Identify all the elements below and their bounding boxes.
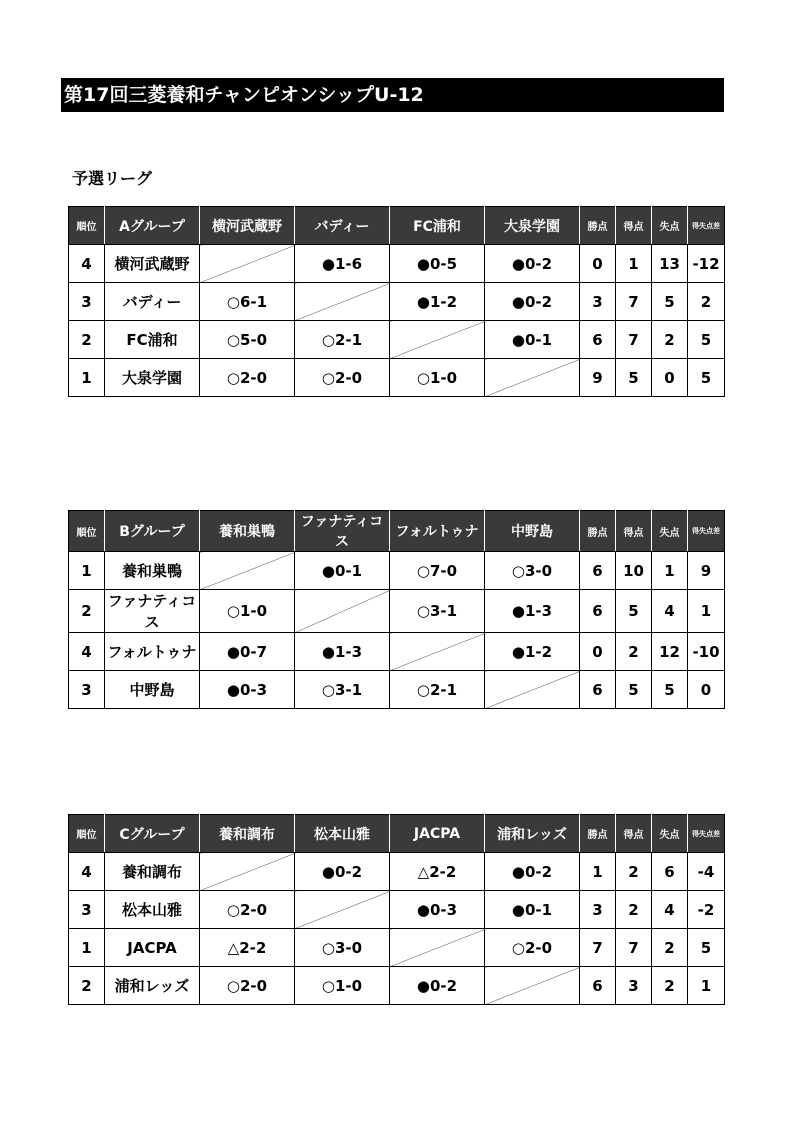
match-result-cell: ○3-1 bbox=[295, 671, 390, 709]
rank-cell: 2 bbox=[69, 590, 105, 633]
team-name-cell: 大泉学園 bbox=[105, 359, 200, 397]
team-column-header: 養和調布 bbox=[200, 815, 295, 853]
rank-cell: 4 bbox=[69, 853, 105, 891]
team-name-cell: FC浦和 bbox=[105, 321, 200, 359]
match-result-cell: ●0-3 bbox=[200, 671, 295, 709]
stat-header: 得点 bbox=[616, 511, 652, 552]
table-row bbox=[69, 359, 725, 397]
self-match-cell bbox=[295, 590, 390, 633]
page-title: 第17回三菱養和チャンピオンシップU-12 bbox=[61, 78, 724, 112]
points-cell: 6 bbox=[580, 552, 616, 590]
stat-header: 得失点差 bbox=[688, 207, 725, 245]
self-match-cell bbox=[485, 671, 580, 709]
stat-header: 失点 bbox=[652, 511, 688, 552]
match-result-cell: ●1-2 bbox=[485, 633, 580, 671]
team-name-cell: 松本山雅 bbox=[105, 891, 200, 929]
match-result-cell: ●0-1 bbox=[485, 891, 580, 929]
match-result-cell: ○7-0 bbox=[390, 552, 485, 590]
match-result-cell: ●0-2 bbox=[295, 853, 390, 891]
points-cell: 1 bbox=[580, 853, 616, 891]
goals-for-cell: 5 bbox=[616, 590, 652, 633]
team-name-cell: ファナティコス bbox=[105, 590, 200, 633]
goal-difference-cell: 5 bbox=[688, 929, 725, 967]
team-name-cell: JACPA bbox=[105, 929, 200, 967]
section-subtitle: 予選リーグ bbox=[72, 169, 153, 188]
goals-against-cell: 5 bbox=[652, 283, 688, 321]
goal-difference-cell: 5 bbox=[688, 359, 725, 397]
match-result-cell: ○6-1 bbox=[200, 283, 295, 321]
self-match-cell bbox=[295, 283, 390, 321]
goals-against-cell: 2 bbox=[652, 967, 688, 1005]
match-result-cell: ●0-5 bbox=[390, 245, 485, 283]
self-match-cell bbox=[485, 967, 580, 1005]
match-result-cell: ●0-2 bbox=[390, 967, 485, 1005]
table-row bbox=[69, 967, 725, 1005]
points-cell: 6 bbox=[580, 967, 616, 1005]
goals-for-cell: 2 bbox=[616, 853, 652, 891]
team-column-header: FC浦和 bbox=[390, 207, 485, 245]
goals-against-cell: 2 bbox=[652, 929, 688, 967]
goal-difference-cell: 0 bbox=[688, 671, 725, 709]
match-result-cell: ○2-1 bbox=[295, 321, 390, 359]
table-row bbox=[69, 321, 725, 359]
team-column-header: バディー bbox=[295, 207, 390, 245]
self-match-cell bbox=[200, 853, 295, 891]
match-result-cell: ○2-0 bbox=[200, 891, 295, 929]
team-name-cell: 浦和レッズ bbox=[105, 967, 200, 1005]
team-name-cell: 養和調布 bbox=[105, 853, 200, 891]
goals-against-cell: 5 bbox=[652, 671, 688, 709]
points-cell: 3 bbox=[580, 891, 616, 929]
match-result-cell: ○1-0 bbox=[295, 967, 390, 1005]
goals-for-cell: 5 bbox=[616, 359, 652, 397]
team-column-header: 浦和レッズ bbox=[485, 815, 580, 853]
stat-header: 勝点 bbox=[580, 207, 616, 245]
rank-cell: 2 bbox=[69, 321, 105, 359]
table-row bbox=[69, 891, 725, 929]
goals-against-cell: 6 bbox=[652, 853, 688, 891]
rank-cell: 3 bbox=[69, 671, 105, 709]
team-column-header: 養和巣鴨 bbox=[200, 511, 295, 552]
group-name-header: Aグループ bbox=[105, 207, 200, 245]
goals-against-cell: 13 bbox=[652, 245, 688, 283]
rank-cell: 3 bbox=[69, 891, 105, 929]
points-cell: 7 bbox=[580, 929, 616, 967]
rank-cell: 3 bbox=[69, 283, 105, 321]
match-result-cell: ○5-0 bbox=[200, 321, 295, 359]
stat-header: 勝点 bbox=[580, 511, 616, 552]
goal-difference-cell: -2 bbox=[688, 891, 725, 929]
match-result-cell: ●0-2 bbox=[485, 283, 580, 321]
rank-cell: 4 bbox=[69, 633, 105, 671]
rank-header: 順位 bbox=[69, 815, 105, 853]
goal-difference-cell: 5 bbox=[688, 321, 725, 359]
team-name-cell: 中野島 bbox=[105, 671, 200, 709]
group-table bbox=[68, 814, 725, 1005]
self-match-cell bbox=[200, 245, 295, 283]
points-cell: 0 bbox=[580, 633, 616, 671]
stat-header: 失点 bbox=[652, 815, 688, 853]
points-cell: 6 bbox=[580, 671, 616, 709]
stat-header: 勝点 bbox=[580, 815, 616, 853]
match-result-cell: ○2-0 bbox=[295, 359, 390, 397]
goals-for-cell: 7 bbox=[616, 321, 652, 359]
goals-against-cell: 2 bbox=[652, 321, 688, 359]
team-column-header: フォルトゥナ bbox=[390, 511, 485, 552]
table-row bbox=[69, 929, 725, 967]
goals-for-cell: 1 bbox=[616, 245, 652, 283]
rank-cell: 1 bbox=[69, 359, 105, 397]
goals-against-cell: 12 bbox=[652, 633, 688, 671]
table-row bbox=[69, 633, 725, 671]
stat-header: 得点 bbox=[616, 207, 652, 245]
match-result-cell: △2-2 bbox=[390, 853, 485, 891]
points-cell: 6 bbox=[580, 590, 616, 633]
goal-difference-cell: -10 bbox=[688, 633, 725, 671]
stat-header: 得失点差 bbox=[688, 511, 725, 552]
self-match-cell bbox=[390, 321, 485, 359]
goals-for-cell: 10 bbox=[616, 552, 652, 590]
goals-against-cell: 4 bbox=[652, 891, 688, 929]
self-match-cell bbox=[390, 633, 485, 671]
match-result-cell: ●0-2 bbox=[485, 853, 580, 891]
table-header-row bbox=[69, 815, 725, 853]
match-result-cell: ○2-0 bbox=[485, 929, 580, 967]
team-column-header: JACPA bbox=[390, 815, 485, 853]
match-result-cell: ●0-3 bbox=[390, 891, 485, 929]
goals-for-cell: 2 bbox=[616, 633, 652, 671]
self-match-cell bbox=[200, 552, 295, 590]
table-row bbox=[69, 671, 725, 709]
match-result-cell: ●0-2 bbox=[485, 245, 580, 283]
goals-against-cell: 1 bbox=[652, 552, 688, 590]
match-result-cell: ○1-0 bbox=[390, 359, 485, 397]
match-result-cell: ○2-0 bbox=[200, 359, 295, 397]
rank-cell: 1 bbox=[69, 552, 105, 590]
goal-difference-cell: 1 bbox=[688, 590, 725, 633]
match-result-cell: ○3-0 bbox=[295, 929, 390, 967]
group-table bbox=[68, 206, 725, 397]
rank-cell: 2 bbox=[69, 967, 105, 1005]
goals-for-cell: 5 bbox=[616, 671, 652, 709]
rank-header: 順位 bbox=[69, 511, 105, 552]
table-header-row bbox=[69, 207, 725, 245]
match-result-cell: ○3-1 bbox=[390, 590, 485, 633]
match-result-cell: ●1-3 bbox=[485, 590, 580, 633]
match-result-cell: ○2-0 bbox=[200, 967, 295, 1005]
group-name-header: Bグループ bbox=[105, 511, 200, 552]
goals-for-cell: 7 bbox=[616, 929, 652, 967]
match-result-cell: ●0-1 bbox=[485, 321, 580, 359]
match-result-cell: △2-2 bbox=[200, 929, 295, 967]
goal-difference-cell: 2 bbox=[688, 283, 725, 321]
goals-for-cell: 3 bbox=[616, 967, 652, 1005]
match-result-cell: ●1-6 bbox=[295, 245, 390, 283]
self-match-cell bbox=[485, 359, 580, 397]
self-match-cell bbox=[295, 891, 390, 929]
goal-difference-cell: 9 bbox=[688, 552, 725, 590]
team-name-cell: バディー bbox=[105, 283, 200, 321]
goal-difference-cell: 1 bbox=[688, 967, 725, 1005]
stat-header: 得失点差 bbox=[688, 815, 725, 853]
match-result-cell: ●0-7 bbox=[200, 633, 295, 671]
team-column-header: 大泉学園 bbox=[485, 207, 580, 245]
stat-header: 失点 bbox=[652, 207, 688, 245]
goals-against-cell: 4 bbox=[652, 590, 688, 633]
match-result-cell: ○2-1 bbox=[390, 671, 485, 709]
team-name-cell: フォルトゥナ bbox=[105, 633, 200, 671]
goals-for-cell: 2 bbox=[616, 891, 652, 929]
points-cell: 9 bbox=[580, 359, 616, 397]
goal-difference-cell: -12 bbox=[688, 245, 725, 283]
match-result-cell: ●1-3 bbox=[295, 633, 390, 671]
group-table bbox=[68, 510, 725, 709]
team-name-cell: 横河武蔵野 bbox=[105, 245, 200, 283]
points-cell: 0 bbox=[580, 245, 616, 283]
rank-cell: 1 bbox=[69, 929, 105, 967]
match-result-cell: ●1-2 bbox=[390, 283, 485, 321]
team-column-header: 横河武蔵野 bbox=[200, 207, 295, 245]
table-row bbox=[69, 853, 725, 891]
team-name-cell: 養和巣鴨 bbox=[105, 552, 200, 590]
self-match-cell bbox=[390, 929, 485, 967]
match-result-cell: ○3-0 bbox=[485, 552, 580, 590]
goals-against-cell: 0 bbox=[652, 359, 688, 397]
team-column-header: 松本山雅 bbox=[295, 815, 390, 853]
match-result-cell: ○1-0 bbox=[200, 590, 295, 633]
table-row bbox=[69, 552, 725, 590]
goal-difference-cell: -4 bbox=[688, 853, 725, 891]
rank-header: 順位 bbox=[69, 207, 105, 245]
table-row bbox=[69, 283, 725, 321]
group-name-header: Cグループ bbox=[105, 815, 200, 853]
team-column-header: ファナティコス bbox=[295, 511, 390, 552]
points-cell: 3 bbox=[580, 283, 616, 321]
rank-cell: 4 bbox=[69, 245, 105, 283]
table-row bbox=[69, 590, 725, 633]
table-row bbox=[69, 245, 725, 283]
goals-for-cell: 7 bbox=[616, 283, 652, 321]
match-result-cell: ●0-1 bbox=[295, 552, 390, 590]
table-header-row bbox=[69, 511, 725, 552]
stat-header: 得点 bbox=[616, 815, 652, 853]
team-column-header: 中野島 bbox=[485, 511, 580, 552]
points-cell: 6 bbox=[580, 321, 616, 359]
